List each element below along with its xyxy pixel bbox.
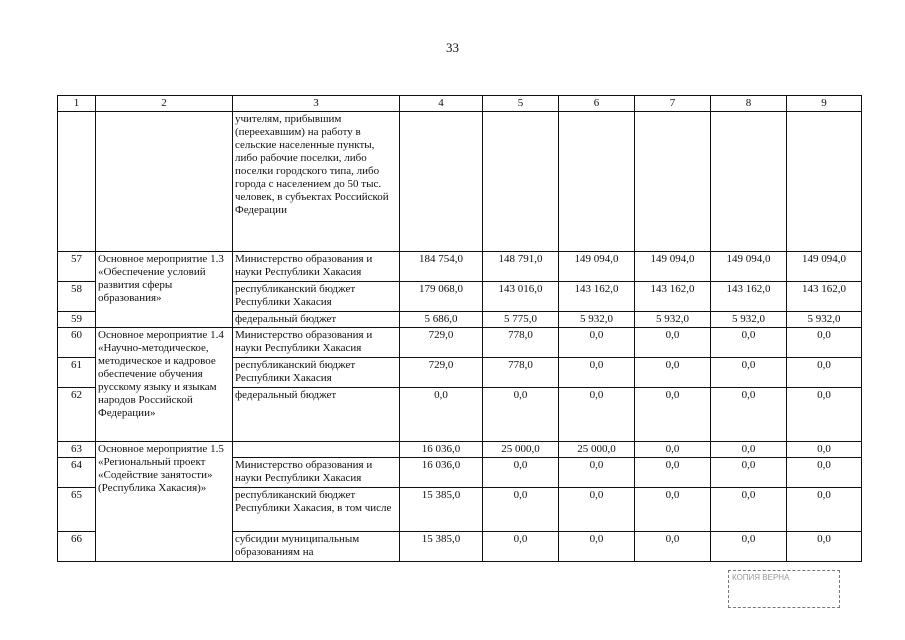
value-cell: 16 036,0 (400, 442, 483, 458)
value-cell: 184 754,0 (400, 252, 483, 282)
value-cell: 0,0 (559, 328, 635, 358)
row-number: 60 (58, 328, 96, 358)
funding-source: республиканский бюджет Республики Хакасия, в том числе (233, 488, 400, 532)
value-cell: 149 094,0 (711, 252, 787, 282)
value-cell: 143 162,0 (559, 282, 635, 312)
header-cell-9: 9 (787, 96, 862, 112)
value-cell: 0,0 (635, 442, 711, 458)
value-cell: 0,0 (559, 358, 635, 388)
value-cell: 0,0 (635, 358, 711, 388)
table-row (58, 312, 862, 328)
value-cell: 0,0 (711, 328, 787, 358)
value-cell: 25 000,0 (559, 442, 635, 458)
value-cell: 5 775,0 (483, 312, 559, 328)
value-cell: 0,0 (635, 458, 711, 488)
funding-source: республиканский бюджет Республики Хакасия (233, 282, 400, 312)
table-row (58, 328, 862, 358)
value-cell: 0,0 (787, 442, 862, 458)
funding-source: Министерство образования и науки Республики Хакасия (233, 328, 400, 358)
value-cell: 148 791,0 (483, 252, 559, 282)
header-cell-3: 3 (233, 96, 400, 112)
value-cell: 0,0 (400, 388, 483, 442)
funding-source: республиканский бюджет Республики Хакасия (233, 358, 400, 388)
value-cell: 149 094,0 (787, 252, 862, 282)
value-cell: 0,0 (635, 532, 711, 562)
value-cell: 0,0 (483, 532, 559, 562)
value-cell: 143 162,0 (787, 282, 862, 312)
value-cell: 778,0 (483, 328, 559, 358)
cell-empty (483, 112, 559, 252)
copy-stamp (728, 570, 840, 608)
value-cell: 16 036,0 (400, 458, 483, 488)
cell-measure (96, 112, 233, 252)
value-cell: 0,0 (711, 488, 787, 532)
funding-source: федеральный бюджет (233, 312, 400, 328)
value-cell: 0,0 (711, 358, 787, 388)
value-cell: 778,0 (483, 358, 559, 388)
value-cell: 5 932,0 (559, 312, 635, 328)
header-cell-7: 7 (635, 96, 711, 112)
funding-source: федеральный бюджет (233, 388, 400, 442)
row-number: 64 (58, 458, 96, 488)
value-cell: 0,0 (787, 358, 862, 388)
value-cell: 0,0 (483, 488, 559, 532)
header-row (58, 96, 862, 112)
cell-empty (400, 112, 483, 252)
cell-num (58, 112, 96, 252)
value-cell: 149 094,0 (635, 252, 711, 282)
measure-name: Основное мероприятие 1.3 «Обеспечение условий развития сферы образования» (96, 252, 233, 312)
table-row (58, 442, 862, 458)
row-number: 59 (58, 312, 96, 328)
value-cell: 0,0 (559, 388, 635, 442)
header-cell-5: 5 (483, 96, 559, 112)
header-cell-8: 8 (711, 96, 787, 112)
row-number: 62 (58, 388, 96, 442)
value-cell: 729,0 (400, 358, 483, 388)
value-cell: 25 000,0 (483, 442, 559, 458)
row-number: 58 (58, 282, 96, 312)
header-cell-2: 2 (96, 96, 233, 112)
row-number: 57 (58, 252, 96, 282)
value-cell: 0,0 (787, 458, 862, 488)
value-cell: 0,0 (711, 532, 787, 562)
cell-empty (787, 112, 862, 252)
header-cell-1: 1 (58, 96, 96, 112)
value-cell: 0,0 (483, 388, 559, 442)
stamp-text: КОПИЯ ВЕРНА (732, 573, 790, 582)
header-cell-4: 4 (400, 96, 483, 112)
value-cell: 5 932,0 (787, 312, 862, 328)
value-cell: 0,0 (711, 388, 787, 442)
measure-name-cont (96, 312, 233, 328)
value-cell: 0,0 (787, 488, 862, 532)
cell-empty (711, 112, 787, 252)
value-cell: 0,0 (787, 328, 862, 358)
value-cell: 143 162,0 (635, 282, 711, 312)
funding-source (233, 442, 400, 458)
funding-source: субсидии муниципальным образованиям на (233, 532, 400, 562)
value-cell: 5 932,0 (711, 312, 787, 328)
value-cell: 0,0 (635, 488, 711, 532)
measure-name: Основное мероприятие 1.5 «Региональный проект «Содействие занятости» (Республика Хакасия)» (96, 442, 233, 562)
value-cell: 0,0 (711, 458, 787, 488)
value-cell: 0,0 (635, 388, 711, 442)
value-cell: 0,0 (787, 532, 862, 562)
header-cell-6: 6 (559, 96, 635, 112)
value-cell: 729,0 (400, 328, 483, 358)
value-cell: 0,0 (635, 328, 711, 358)
value-cell: 5 932,0 (635, 312, 711, 328)
value-cell: 143 016,0 (483, 282, 559, 312)
continuation-text: учителям, прибывшим (переехавшим) на работу в сельские населенные пункты, либо рабочие поселки, либо поселки городского типа, либо города с населением до 50 тыс. человек, в субъектах Российской Федерации (233, 112, 400, 252)
value-cell: 0,0 (559, 488, 635, 532)
value-cell: 0,0 (559, 458, 635, 488)
row-number: 61 (58, 358, 96, 388)
value-cell: 0,0 (787, 388, 862, 442)
value-cell: 15 385,0 (400, 532, 483, 562)
cell-empty (635, 112, 711, 252)
value-cell: 15 385,0 (400, 488, 483, 532)
funding-source: Министерство образования и науки Республики Хакасия (233, 252, 400, 282)
row-number: 66 (58, 532, 96, 562)
value-cell: 179 068,0 (400, 282, 483, 312)
value-cell: 0,0 (559, 532, 635, 562)
page-number: 33 (446, 40, 459, 55)
funding-source: Министерство образования и науки Республики Хакасия (233, 458, 400, 488)
table-row (58, 252, 862, 282)
row-number: 65 (58, 488, 96, 532)
value-cell: 5 686,0 (400, 312, 483, 328)
row-number: 63 (58, 442, 96, 458)
measure-name: Основное мероприятие 1.4 «Научно-методическое, методическое и кадровое обеспечение обучения русскому языку и языкам народов Российской Федерации» (96, 328, 233, 442)
budget-table (57, 95, 862, 562)
value-cell: 0,0 (483, 458, 559, 488)
value-cell: 0,0 (711, 442, 787, 458)
value-cell: 143 162,0 (711, 282, 787, 312)
value-cell: 149 094,0 (559, 252, 635, 282)
continuation-row (58, 112, 862, 252)
cell-empty (559, 112, 635, 252)
